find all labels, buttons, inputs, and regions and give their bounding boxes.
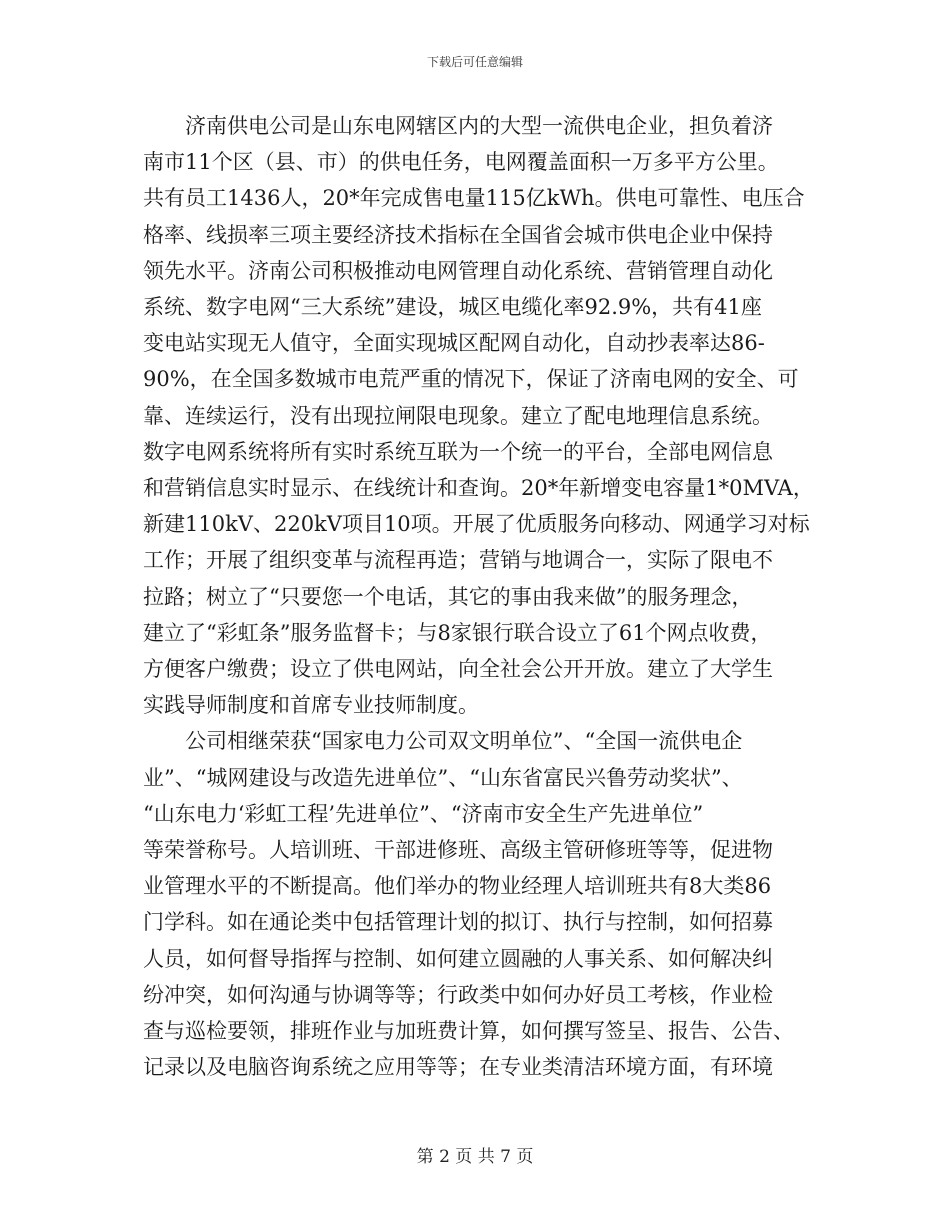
document-body: [143, 108, 814, 1085]
text-line: 和营销信息实时显示、在线统计和查询。20*年新增变电容量1*0MVA，: [143, 476, 814, 501]
text-line: 方便客户缴费；设立了供电网站，向全社会公开开放。建立了大学生: [143, 657, 773, 682]
text-line: 纷冲突，如何沟通与协调等等；行政类中如何办好员工考核，作业检: [143, 982, 773, 1007]
text-line: 领先水平。济南公司积极推动电网管理自动化系统、营销管理自动化: [143, 258, 773, 283]
text-line: 系统、数字电网“三大系统”建设，城区电缆化率92.9%，共有41座: [143, 295, 762, 320]
text-line: 门学科。如在通论类中包括管理计划的拟订、执行与控制，如何招募: [143, 910, 773, 935]
paragraph-1: [143, 108, 814, 723]
text-line: 变电站实现无人值守，全面实现城区配网自动化，自动抄表率达86-: [143, 331, 765, 356]
text-line: 公司相继荣获“国家电力公司双文明单位”、“全国一流供电企: [185, 729, 743, 754]
text-line: “山东电力‘彩虹工程’先进单位”、“济南市安全生产先进单位”: [143, 801, 704, 826]
text-line: 业”、“城网建设与改造先进单位”、“山东省富民兴鲁劳动奖状”、: [143, 765, 743, 790]
text-line: 工作；开展了组织变革与流程再造；营销与地调合一，实际了限电不: [143, 548, 773, 573]
text-line: 等荣誉称号。人培训班、干部进修班、高级主管研修班等等，促进物: [143, 838, 773, 863]
text-line: 新建110kV、220kV项目10项。开展了优质服务向移动、网通学习对标: [143, 512, 810, 537]
text-line: 人员，如何督导指挥与控制、如何建立圆融的人事关系、如何解决纠: [143, 946, 773, 971]
text-line: 济南供电公司是山东电网辖区内的大型一流供电企业，担负着济: [185, 114, 773, 138]
text-line: 记录以及电脑咨询系统之应用等等；在专业类清洁环境方面，有环境: [143, 1055, 773, 1080]
text-line: 业管理水平的不断提高。他们举办的物业经理人培训班共有8大类86: [143, 874, 772, 899]
text-line: 南市11个区（县、市）的供电任务，电网覆盖面积一万多平方公里。: [143, 150, 779, 175]
paragraph-2: [143, 723, 811, 1085]
text-line: 90%，在全国多数城市电荒严重的情况下，保证了济南电网的安全、可: [143, 367, 799, 392]
text-line: 格率、线损率三项主要经济技术指标在全国省会城市供电企业中保持: [143, 222, 773, 247]
page-footer: 第 2 页 共 7 页: [416, 1147, 534, 1167]
text-line: 查与巡检要领，排班作业与加班费计算，如何撰写签呈、报告、公告、: [143, 1019, 794, 1044]
text-line: 靠、连续运行，没有出现拉闸限电现象。建立了配电地理信息系统。: [143, 403, 773, 428]
text-line: 数字电网系统将所有实时系统互联为一个统一的平台，全部电网信息: [143, 439, 773, 464]
text-line: 共有员工1436人，20*年完成售电量115亿kWh。供电可靠性、电压合: [143, 186, 805, 211]
page-header: 下载后可任意编辑: [426, 55, 523, 69]
text-line: 建立了“彩虹条”服务监督卡；与8家银行联合设立了61个网点收费，: [143, 620, 772, 645]
text-line: 拉路；树立了“只要您一个电话，其它的事由我来做”的服务理念，: [143, 584, 753, 609]
text-line: 实践导师制度和首席专业技师制度。: [143, 693, 479, 718]
